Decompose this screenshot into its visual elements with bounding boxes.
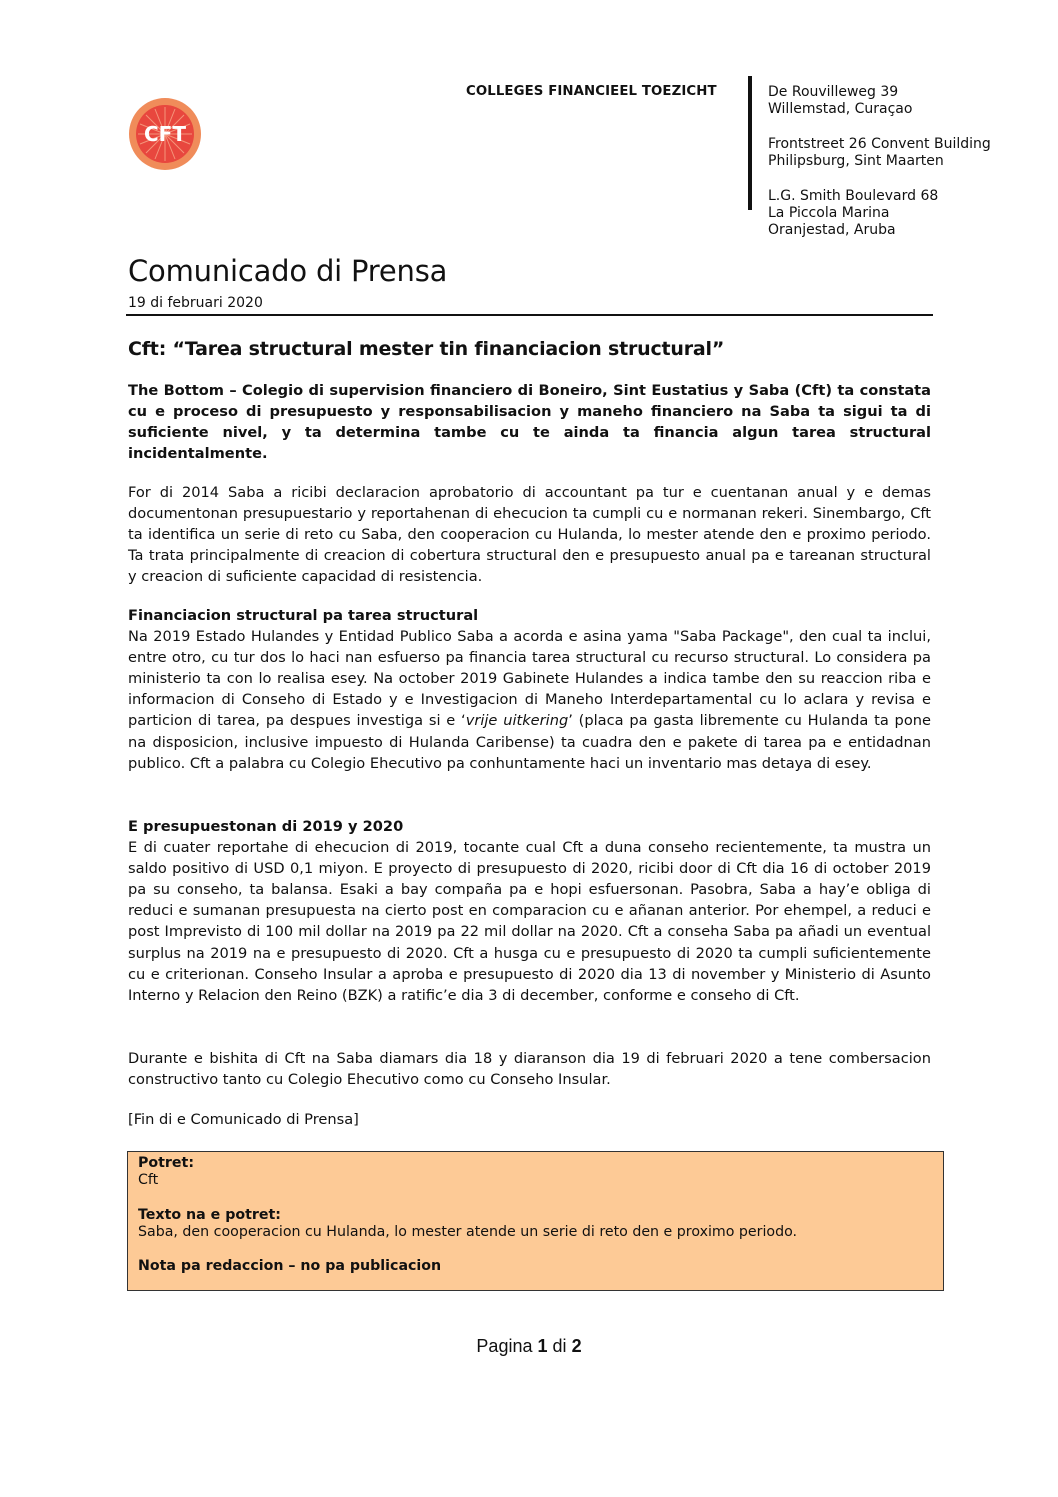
- section-presupuesto: [128, 816, 931, 1006]
- address-line: Philipsburg, Sint Maarten: [768, 153, 944, 170]
- section-heading: E presupuestonan di 2019 y 2020: [128, 818, 404, 835]
- section-text: ’ (placa pa gasta libremente cu Hulanda ta pone na disposicion, inclusive impuesto di Hulanda Caribense) ta cuadra den e pakete di tarea pa e entidadnan publico. Cft a palabra cu Colegio Ehecutivo pa conhuntamente haci un inventario mas detaya di esey.: [128, 712, 931, 772]
- end-note: [Fin di e Comunicado di Prensa]: [128, 1111, 359, 1128]
- page-number: [0, 1336, 1058, 1357]
- italic-term: vrije uitkering: [465, 712, 569, 730]
- address-line: Willemstad, Curaçao: [768, 101, 913, 118]
- title-rule: [126, 314, 933, 316]
- logo-text: CFT: [144, 122, 186, 146]
- page-prefix: Pagina: [476, 1336, 533, 1356]
- section-text: Na 2019 Estado Hulandes y Entidad Publico Saba a acorda e asina yama "Saba Package", den cual ta inclui, entre otro, cu tur dos lo haci nan esfuerso pa financia tarea structural cu recurso structural. Lo considera pa ministerio ta con lo realisa esey. Na october 2019 Gabinete Hulandes a indica tambe den su reaccion riba e informacion di Conseho di Estado y e Investigacion di Maneho Interdepartamental cu lo aclara y revisa e particion di tarea, pa despues investiga si e ‘: [128, 628, 931, 730]
- address-line: De Rouvilleweg 39: [768, 84, 899, 100]
- total-pages: 2: [571, 1336, 582, 1356]
- body-paragraph: For di 2014 Saba a ricibi declaracion aprobatorio di accountant pa tur e cuentanan anual y e demas documentonan presupuestario y reportahenan di ehecucion ta cumpli cu e normanan rekeri. Sinembargo, Cft ta identifica un serie di reto cu Saba, den cooperacion cu Hulanda, lo mester atende den e proximo periodo. Ta trata principalmente di creacion di cobertura structural den e presupuesto anual pa e tareanan structural y creacion di suficiente capacidad di resistencia.: [128, 484, 931, 586]
- address-sint-maarten: [768, 136, 991, 171]
- organization-name: COLLEGES FINANCIEEL TOEZICHT: [466, 84, 717, 99]
- editorial-note: Nota pa redaccion – no pa publicacion: [138, 1258, 442, 1275]
- address-curacao: [768, 84, 991, 119]
- caption-text: Saba, den cooperacion cu Hulanda, lo mester atende un serie di reto den e proximo periodo.: [138, 1223, 798, 1240]
- address-line: Oranjestad, Aruba: [768, 222, 896, 239]
- address-line: L.G. Smith Boulevard 68: [768, 187, 939, 204]
- address-line: Frontstreet 26 Convent Building: [768, 135, 991, 152]
- photo-credit: Cft: [138, 1172, 159, 1189]
- address-list: [768, 84, 991, 257]
- current-page: 1: [537, 1336, 548, 1356]
- body-paragraph: Durante e bishita di Cft na Saba diamars dia 18 y diaranson dia 19 di februari 2020 a tene combersacion constructivo tanto cu Colegio Ehecutivo como cu Conseho Insular.: [128, 1050, 931, 1089]
- address-line: La Piccola Marina: [768, 205, 890, 222]
- section-body: [128, 626, 931, 774]
- page-separator: di: [552, 1336, 567, 1356]
- section-body: E di cuater reportahe di ehecucion di 2019, tocante cual Cft a duna conseho recientemente, ta mustra un saldo positivo di USD 0,1 miyon. E proyecto di presupuesto di 2020, ricibi door di Cft dia 16 di october 2019 pa su conseho, ta balansa. Esaki a bay compaña pa e hopi esfuersonan. Pasobra, Saba a hay’e obliga di reduci e sumanan presupuesta na cierto post en comparacion cu e añanan anterior. Por ehempel, a reduci e post Imprevisto di 100 mil dollar na 2019 pa 22 mil dollar na 2020. Cft a conseha Saba pa añadi un eventual surplus na 2019 na e presupuesto di 2020. Cft a husga cu e presupuesto di 2020 ta cumpli suficientemente cu e criterionan. Conseho Insular a aproba e presupuesto di 2020 dia 13 di november y Ministerio di Asunto Interno y Relacion den Reino (BZK) a ratific’e dia 3 di december, conforme e conseho di Cft.: [128, 839, 931, 1004]
- document-title: Comunicado di Prensa: [128, 254, 448, 288]
- document-date: 19 di februari 2020: [128, 295, 263, 311]
- caption-text-label: Texto na e potret:: [138, 1206, 281, 1223]
- lead-paragraph: The Bottom – Colegio di supervision financiero di Boneiro, Sint Eustatius y Saba (Cft) ta constata cu e proceso di presupuesto y responsabilisacion y maneho financiero na Saba ta sigui ta di suficiente nivel, y ta determina tambe cu te ainda ta financia algun tarea structural incidentalmente.: [128, 382, 931, 463]
- address-aruba: [768, 188, 991, 240]
- section-heading: Financiacion structural pa tarea structural: [128, 607, 479, 624]
- section-financiacion: [128, 605, 931, 774]
- cft-logo-icon: [128, 97, 202, 171]
- photo-label: Potret:: [138, 1155, 195, 1171]
- photo-caption-box: [127, 1151, 944, 1291]
- headline: Cft: “Tarea structural mester tin financiacion structural”: [128, 338, 725, 360]
- header-divider: [748, 76, 752, 210]
